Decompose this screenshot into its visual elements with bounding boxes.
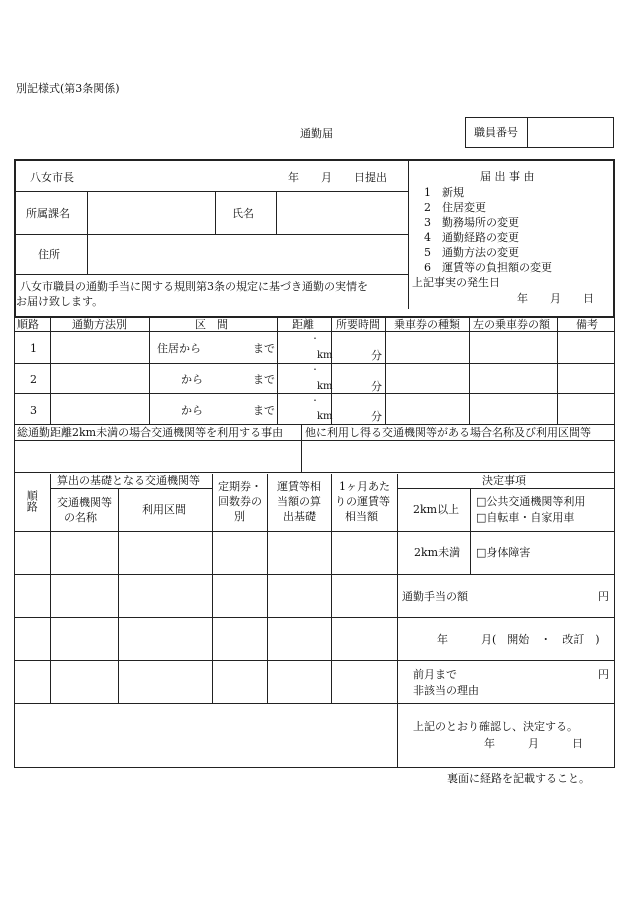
monthly-header-2: りの運賃等	[335, 495, 390, 508]
monthly-header-1: 1ヶ月あた	[339, 480, 390, 493]
start-revise-line: 年 月( 開始 ・ 改訂 )	[437, 633, 600, 646]
route-to: まで	[253, 342, 275, 355]
declaration-line-1: 八女市職員の通勤手当に関する規則第3条の規定に基づき通勤の実情を	[20, 280, 368, 293]
route-to: まで	[253, 404, 275, 417]
route-from: 住居から	[157, 342, 201, 355]
time-unit: 分	[371, 410, 382, 423]
col-header-remarks: 備考	[576, 318, 598, 331]
form-title: 通勤届	[300, 127, 333, 140]
address-input[interactable]	[89, 236, 406, 272]
submit-date: 年 月 日提出	[288, 171, 387, 184]
addressee: 八女市長	[30, 171, 74, 184]
other-transport-input[interactable]	[303, 442, 613, 471]
under2km-label: 2km未満	[414, 546, 461, 559]
reason-item: 1 新規	[424, 186, 464, 199]
over2km-label: 2km以上	[413, 503, 460, 516]
form-label: 別記様式(第3条関係)	[16, 82, 120, 95]
col-header-ticket-amount: 左の乗車券の額	[473, 318, 550, 331]
section-header: 利用区間	[142, 503, 186, 516]
decision-header: 決定事項	[482, 474, 526, 487]
distance-unit: km	[317, 411, 333, 422]
under2km-reason-input[interactable]	[16, 442, 300, 471]
col-header-distance: 距離	[292, 318, 314, 331]
basis-header: 算出の基礎となる交通機関等	[57, 474, 200, 487]
not-applicable-reason: 非該当の理由	[413, 684, 479, 697]
confirm-text: 上記のとおり確認し、決定する。	[413, 720, 578, 733]
route-no: 3	[30, 404, 37, 417]
under2km-reason-label: 総通勤距離2km未満の場合交通機関等を利用する事由	[17, 426, 284, 439]
disability-checkbox[interactable]: □身体障害	[476, 546, 531, 559]
distance-unit: km	[317, 350, 333, 361]
name-label: 氏名	[232, 207, 254, 220]
reason-item: 2 住居変更	[424, 201, 486, 214]
allowance-label: 通勤手当の額	[402, 590, 468, 603]
allowance-yen: 円	[598, 590, 609, 603]
col-header-time: 所要時間	[336, 318, 380, 331]
reason-item: 3 勤務場所の変更	[424, 216, 519, 229]
route-from: から	[181, 373, 203, 386]
monthly-header-3: 相当額	[345, 510, 378, 523]
footer-note: 裏面に経路を記載すること。	[447, 772, 590, 785]
reason-item: 4 通勤経路の変更	[424, 231, 519, 244]
occurrence-label: 上記事実の発生日	[412, 276, 500, 289]
pass-header-1: 定期券・	[218, 480, 262, 493]
calc-route-header: 順路	[25, 490, 39, 512]
address-label: 住所	[38, 248, 60, 261]
distance-unit: km	[317, 381, 333, 392]
col-header-route: 順路	[17, 318, 39, 331]
reasons-title: 届 出 事 由	[480, 170, 535, 183]
route-from: から	[181, 404, 203, 417]
time-unit: 分	[371, 380, 382, 393]
reason-item: 6 運賃等の負担額の変更	[424, 261, 552, 274]
dept-input[interactable]	[89, 194, 213, 232]
facility-header-2: の名称	[64, 511, 97, 524]
route-no: 1	[30, 342, 37, 355]
employee-no-label: 職員番号	[474, 126, 518, 139]
time-unit: 分	[371, 349, 382, 362]
other-transport-label: 他に利用し得る交通機関等がある場合名称及び利用区間等	[305, 426, 591, 439]
prev-month-yen: 円	[598, 668, 609, 681]
pass-header-2: 回数券の	[218, 495, 262, 508]
employee-no-input[interactable]	[529, 119, 612, 146]
declaration-line-2: お届け致します。	[16, 295, 104, 308]
col-header-ticket-type: 乗車券の種類	[394, 318, 460, 331]
col-header-method: 通勤方法別	[72, 318, 127, 331]
pass-header-3: 別	[234, 510, 245, 523]
distance-dot: ・	[311, 396, 319, 405]
col-header-section: 区 間	[195, 318, 228, 331]
occurrence-date: 年 月 日	[517, 292, 594, 305]
confirm-date: 年 月 日	[484, 737, 583, 750]
public-transport-checkbox[interactable]: □公共交通機関等利用	[476, 495, 586, 508]
prev-month-label: 前月まで	[413, 668, 457, 681]
route-no: 2	[30, 373, 37, 386]
dept-label: 所属課名	[26, 207, 70, 220]
fare-header-1: 運賃等相	[277, 480, 321, 493]
route-to: まで	[253, 373, 275, 386]
distance-dot: ・	[311, 365, 319, 374]
fare-header-3: 出基礎	[283, 510, 316, 523]
reason-item: 5 通勤方法の変更	[424, 246, 519, 259]
distance-dot: ・	[311, 334, 319, 343]
private-vehicle-checkbox[interactable]: □自転車・自家用車	[476, 511, 575, 524]
facility-header-1: 交通機関等	[57, 496, 112, 509]
name-input[interactable]	[278, 194, 406, 232]
fare-header-2: 当額の算	[277, 495, 321, 508]
